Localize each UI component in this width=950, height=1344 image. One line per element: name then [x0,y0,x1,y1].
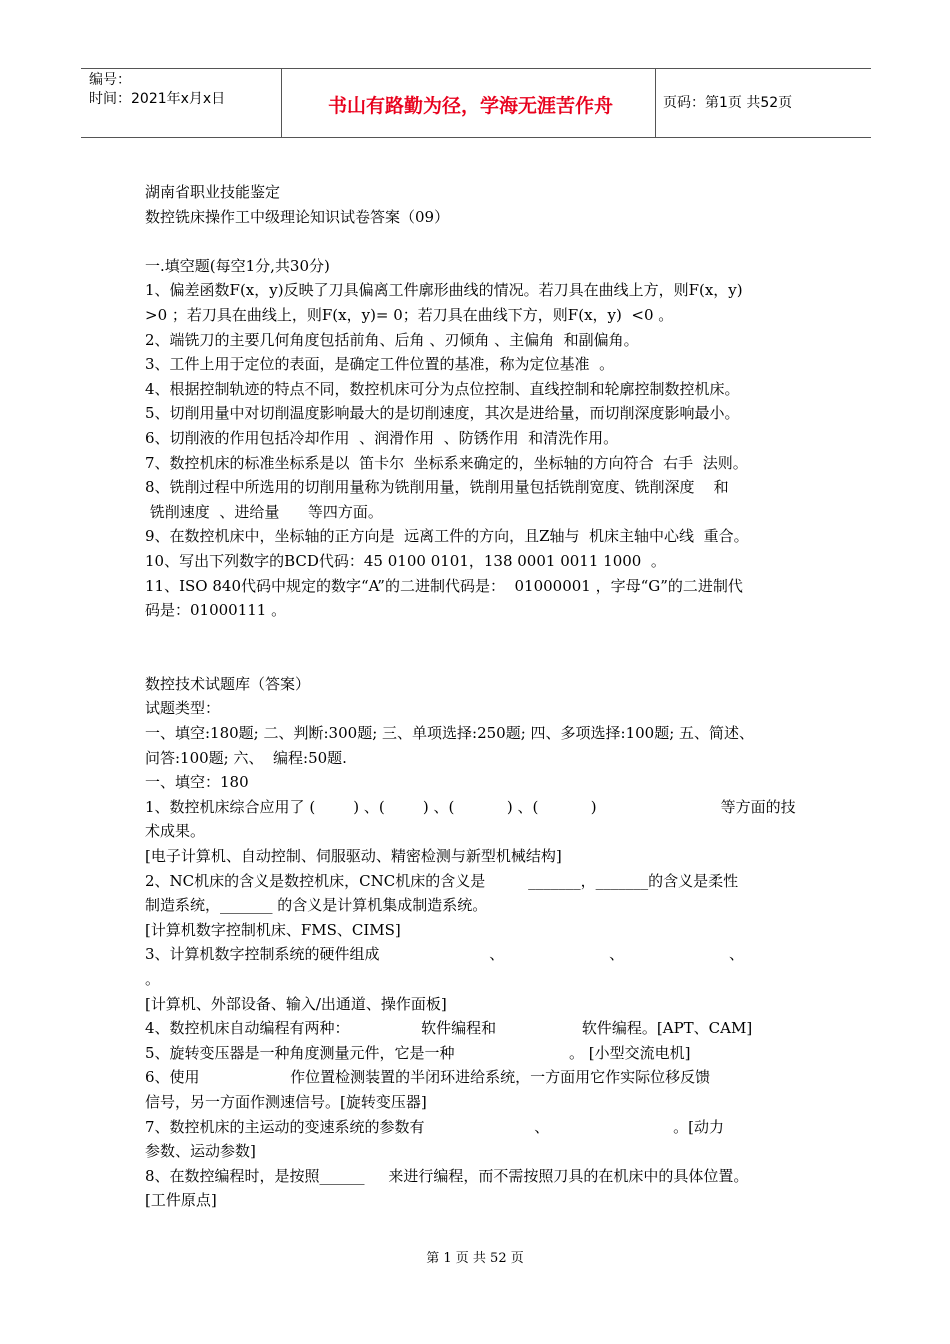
text-line: 问答:100题; 六、 编程:50题. [145,748,347,767]
text-line: 2、端铣刀的主要几何角度包括前角、后角 、刃倾角 、主偏角 和副偏角。 [145,330,639,349]
text-line: 6、切削液的作用包括冷却作用 、润滑作用 、防锈作用 和清洗作用。 [145,428,619,447]
text-line [145,647,810,672]
text-line: 8、在数控编程时，是按照______ 来进行编程，而不需按照刀具的在机床中的具体位置。 [145,1166,749,1185]
text-line: 5、旋转变压器是一种角度测量元件，它是一种 。 [小型交流电机] [145,1043,691,1062]
text-line: 5、切削用量中对切削温度影响最大的是切削速度，其次是进给量，而切削深度影响最小。 [145,404,740,423]
text-line: 10、写出下列数字的BCD代码：45 0100 0101，138 0001 0011 1000 。 [145,551,666,570]
text-line: 8、铣削过程中所选用的切削用量称为铣削用量，铣削用量包括铣削宽度、铣削深度 和 [145,478,729,497]
text-line: 一.填空题(每空1分,共30分) [145,256,330,275]
document-date: 时间：2021年x月x日 [89,91,226,107]
header-divider-left [281,69,282,137]
text-line [145,229,810,254]
text-line: 4、根据控制轨迹的特点不同，数控机床可分为点位控制、直线控制和轮廓控制数控机床。 [145,379,740,398]
text-line: 1、偏差函数F(x，y)反映了刀具偏离工件廓形曲线的情况。若刀具在曲线上方，则F(x，y) [145,281,743,300]
text-line: 数控技术试题库（答案） [145,674,311,693]
text-line: 一、填空：180 [145,773,249,792]
header-meta [89,71,225,109]
text-line: 11、ISO 840代码中规定的数字“A”的二进制代码是： 01000001 ，字母“G”的二进制代 [145,576,743,595]
text-line: 4、数控机床自动编程有两种： 软件编程和 软件编程。[APT、CAM] [145,1019,753,1038]
text-line: 铣削速度 、进给量 等四方面。 [145,502,383,521]
document-number-label: 编号： [89,72,131,88]
text-line: 6、使用 作位置检测装置的半闭环进给系统，一方面用它作实际位移反馈 [145,1068,711,1087]
text-line: 信号，另一方面作测速信号。[旋转变压器] [145,1092,427,1111]
header-divider-right [655,69,656,137]
text-line: 码是：01000111 。 [145,601,287,620]
text-line: 2、NC机床的含义是数控机床，CNC机床的含义是 _______，_______的含义是柔性 [145,871,739,890]
header-page-info: 页码：第1页 共52页 [663,95,793,111]
page-footer: 第 1 页 共 52 页 [426,1251,524,1266]
text-line: 1、数控机床综合应用了 ( ) 、( ) 、( ) 、( ) 等方面的技 [145,797,796,816]
text-line: 湖南省职业技能鉴定 [145,183,281,201]
text-line: 数控铣床操作工中级理论知识试卷答案（09） [145,207,450,226]
text-line [145,623,810,648]
text-line: [计算机、外部设备、输入/出通道、操作面板] [145,994,447,1013]
text-line: [计算机数字控制机床、FMS、CIMS] [145,920,401,939]
text-line: >0 ；若刀具在曲线上，则F(x，y)= 0；若刀具在曲线下方，则F(x，y) <0 。 [145,305,674,324]
text-line: 3、计算机数字控制系统的硬件组成 、 、 、 [145,945,745,964]
document-header [81,68,871,138]
text-line: 一、填空:180题; 二、判断:300题; 三、单项选择:250题; 四、多项选择:100题; 五、简述、 [145,724,755,743]
text-line: [电子计算机、自动控制、伺服驱动、精密检测与新型机械结构] [145,847,562,866]
text-line: [工件原点] [145,1191,217,1210]
text-line: 术成果。 [145,822,206,841]
text-line: 9、在数控机床中，坐标轴的正方向是 远离工件的方向，且Z轴与 机床主轴中心线 重合。 [145,527,749,546]
text-line: 7、数控机床的标准坐标系是以 笛卡尔 坐标系来确定的，坐标轴的方向符合 右手 法则。 [145,453,748,472]
text-line: 7、数控机床的主运动的变速系统的参数有 、 。[动力 [145,1117,725,1136]
header-motto: 书山有路勤为径，学海无涯苦作舟 [327,95,613,117]
text-line: 3、工件上用于定位的表面，是确定工件位置的基准，称为定位基准 。 [145,355,615,374]
text-line: 制造系统，_______ 的含义是计算机集成制造系统。 [145,896,488,915]
text-line: 参数、运动参数] [145,1142,256,1161]
document-body [145,180,810,1213]
text-line: 试题类型： [145,699,221,718]
text-line: 。 [145,970,161,988]
